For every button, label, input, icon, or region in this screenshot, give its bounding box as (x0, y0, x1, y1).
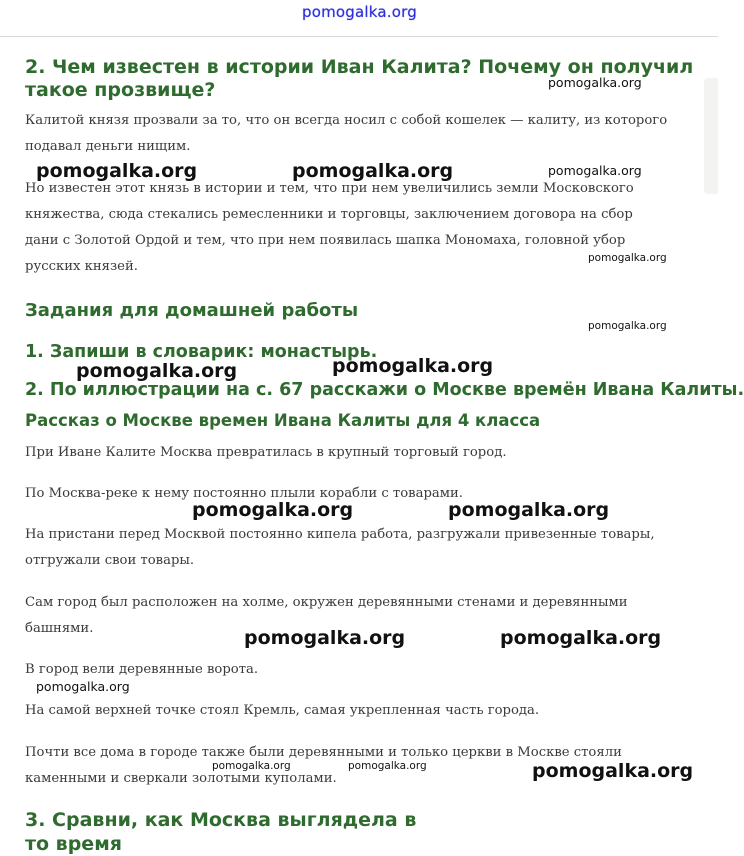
top-header (0, 0, 718, 37)
story-sentence-3-line1: На пристани перед Москвой постоянно кипела работа, разгружали привезенные товары, (25, 527, 655, 542)
answer-p2-line2: княжества, сюда стекались ремесленники и торговцы, заключением договора на сбор (25, 207, 633, 222)
watermark: pomogalka.org (212, 760, 291, 772)
watermark: pomogalka.org (192, 499, 354, 521)
story-sentence-7-line2: каменными и сверкали золотыми куполами. (25, 771, 337, 786)
watermark: pomogalka.org (588, 320, 667, 332)
answer-p1-line1: Калитой князя прозвали за то, что он всегда носил с собой кошелек — калиту, из которого (25, 113, 668, 128)
story-sentence-4-line2: башнями. (25, 621, 94, 636)
watermark: pomogalka.org (36, 160, 198, 182)
answer-p1-line2: подавал деньги нищим. (25, 139, 191, 154)
story-sentence-2: По Москва-реке к нему постоянно плыли корабли с товарами. (25, 486, 463, 501)
watermark: pomogalka.org (548, 163, 642, 178)
watermark: pomogalka.org (500, 627, 662, 649)
watermark: pomogalka.org (348, 760, 427, 772)
story-sentence-6: На самой верхней точке стоял Кремль, самая укрепленная часть города. (25, 703, 540, 718)
story-title: Рассказ о Москве времен Ивана Калиты для 4 класса (25, 411, 541, 430)
task-1: 1. Запиши в словарик: монастырь. (25, 342, 378, 362)
watermark: pomogalka.org (36, 679, 130, 694)
watermark: pomogalka.org (448, 499, 610, 521)
story-sentence-7-line1: Почти все дома в городе также были деревянными и только церкви в Москве стояли (25, 745, 622, 760)
answer-p2-line1: Но известен этот князь в истории и тем, что при нем увеличились земли Московского (25, 181, 634, 196)
watermark: pomogalka.org (244, 627, 406, 649)
watermark: pomogalka.org (548, 75, 642, 90)
story-sentence-3-line2: отгружали свои товары. (25, 553, 195, 568)
watermark: pomogalka.org (588, 252, 667, 264)
watermark: pomogalka.org (532, 760, 694, 782)
question-title-line2: такое прозвище? (25, 79, 216, 101)
side-scroll-tab[interactable] (704, 78, 718, 194)
story-sentence-1: При Иване Калите Москва превратилась в крупный торговый город. (25, 445, 507, 460)
story-sentence-5: В город вели деревянные ворота. (25, 662, 259, 677)
watermark: pomogalka.org (76, 360, 238, 382)
next-heading-text: 3. Сравни, как Москва выглядела в то время (25, 809, 417, 855)
next-heading-partial (25, 806, 425, 855)
story-sentence-4-line1: Сам город был расположен на холме, окружен деревянными стенами и деревянными (25, 595, 628, 610)
site-logo[interactable]: pomogalka.org (302, 3, 417, 21)
homework-title: Задания для домашней работы (25, 300, 359, 321)
answer-p2-line4: русских князей. (25, 259, 138, 274)
question-title-line1: 2. Чем известен в истории Иван Калита? Почему он получил (25, 56, 694, 78)
task-2: 2. По иллюстрации на с. 67 расскажи о Москве времён Ивана Калиты. (25, 380, 744, 400)
watermark: pomogalka.org (292, 160, 454, 182)
answer-p2-line3: дани с Золотой Ордой и тем, что при нем появилась шапка Мономаха, головной убор (25, 233, 626, 248)
watermark: pomogalka.org (332, 355, 494, 377)
